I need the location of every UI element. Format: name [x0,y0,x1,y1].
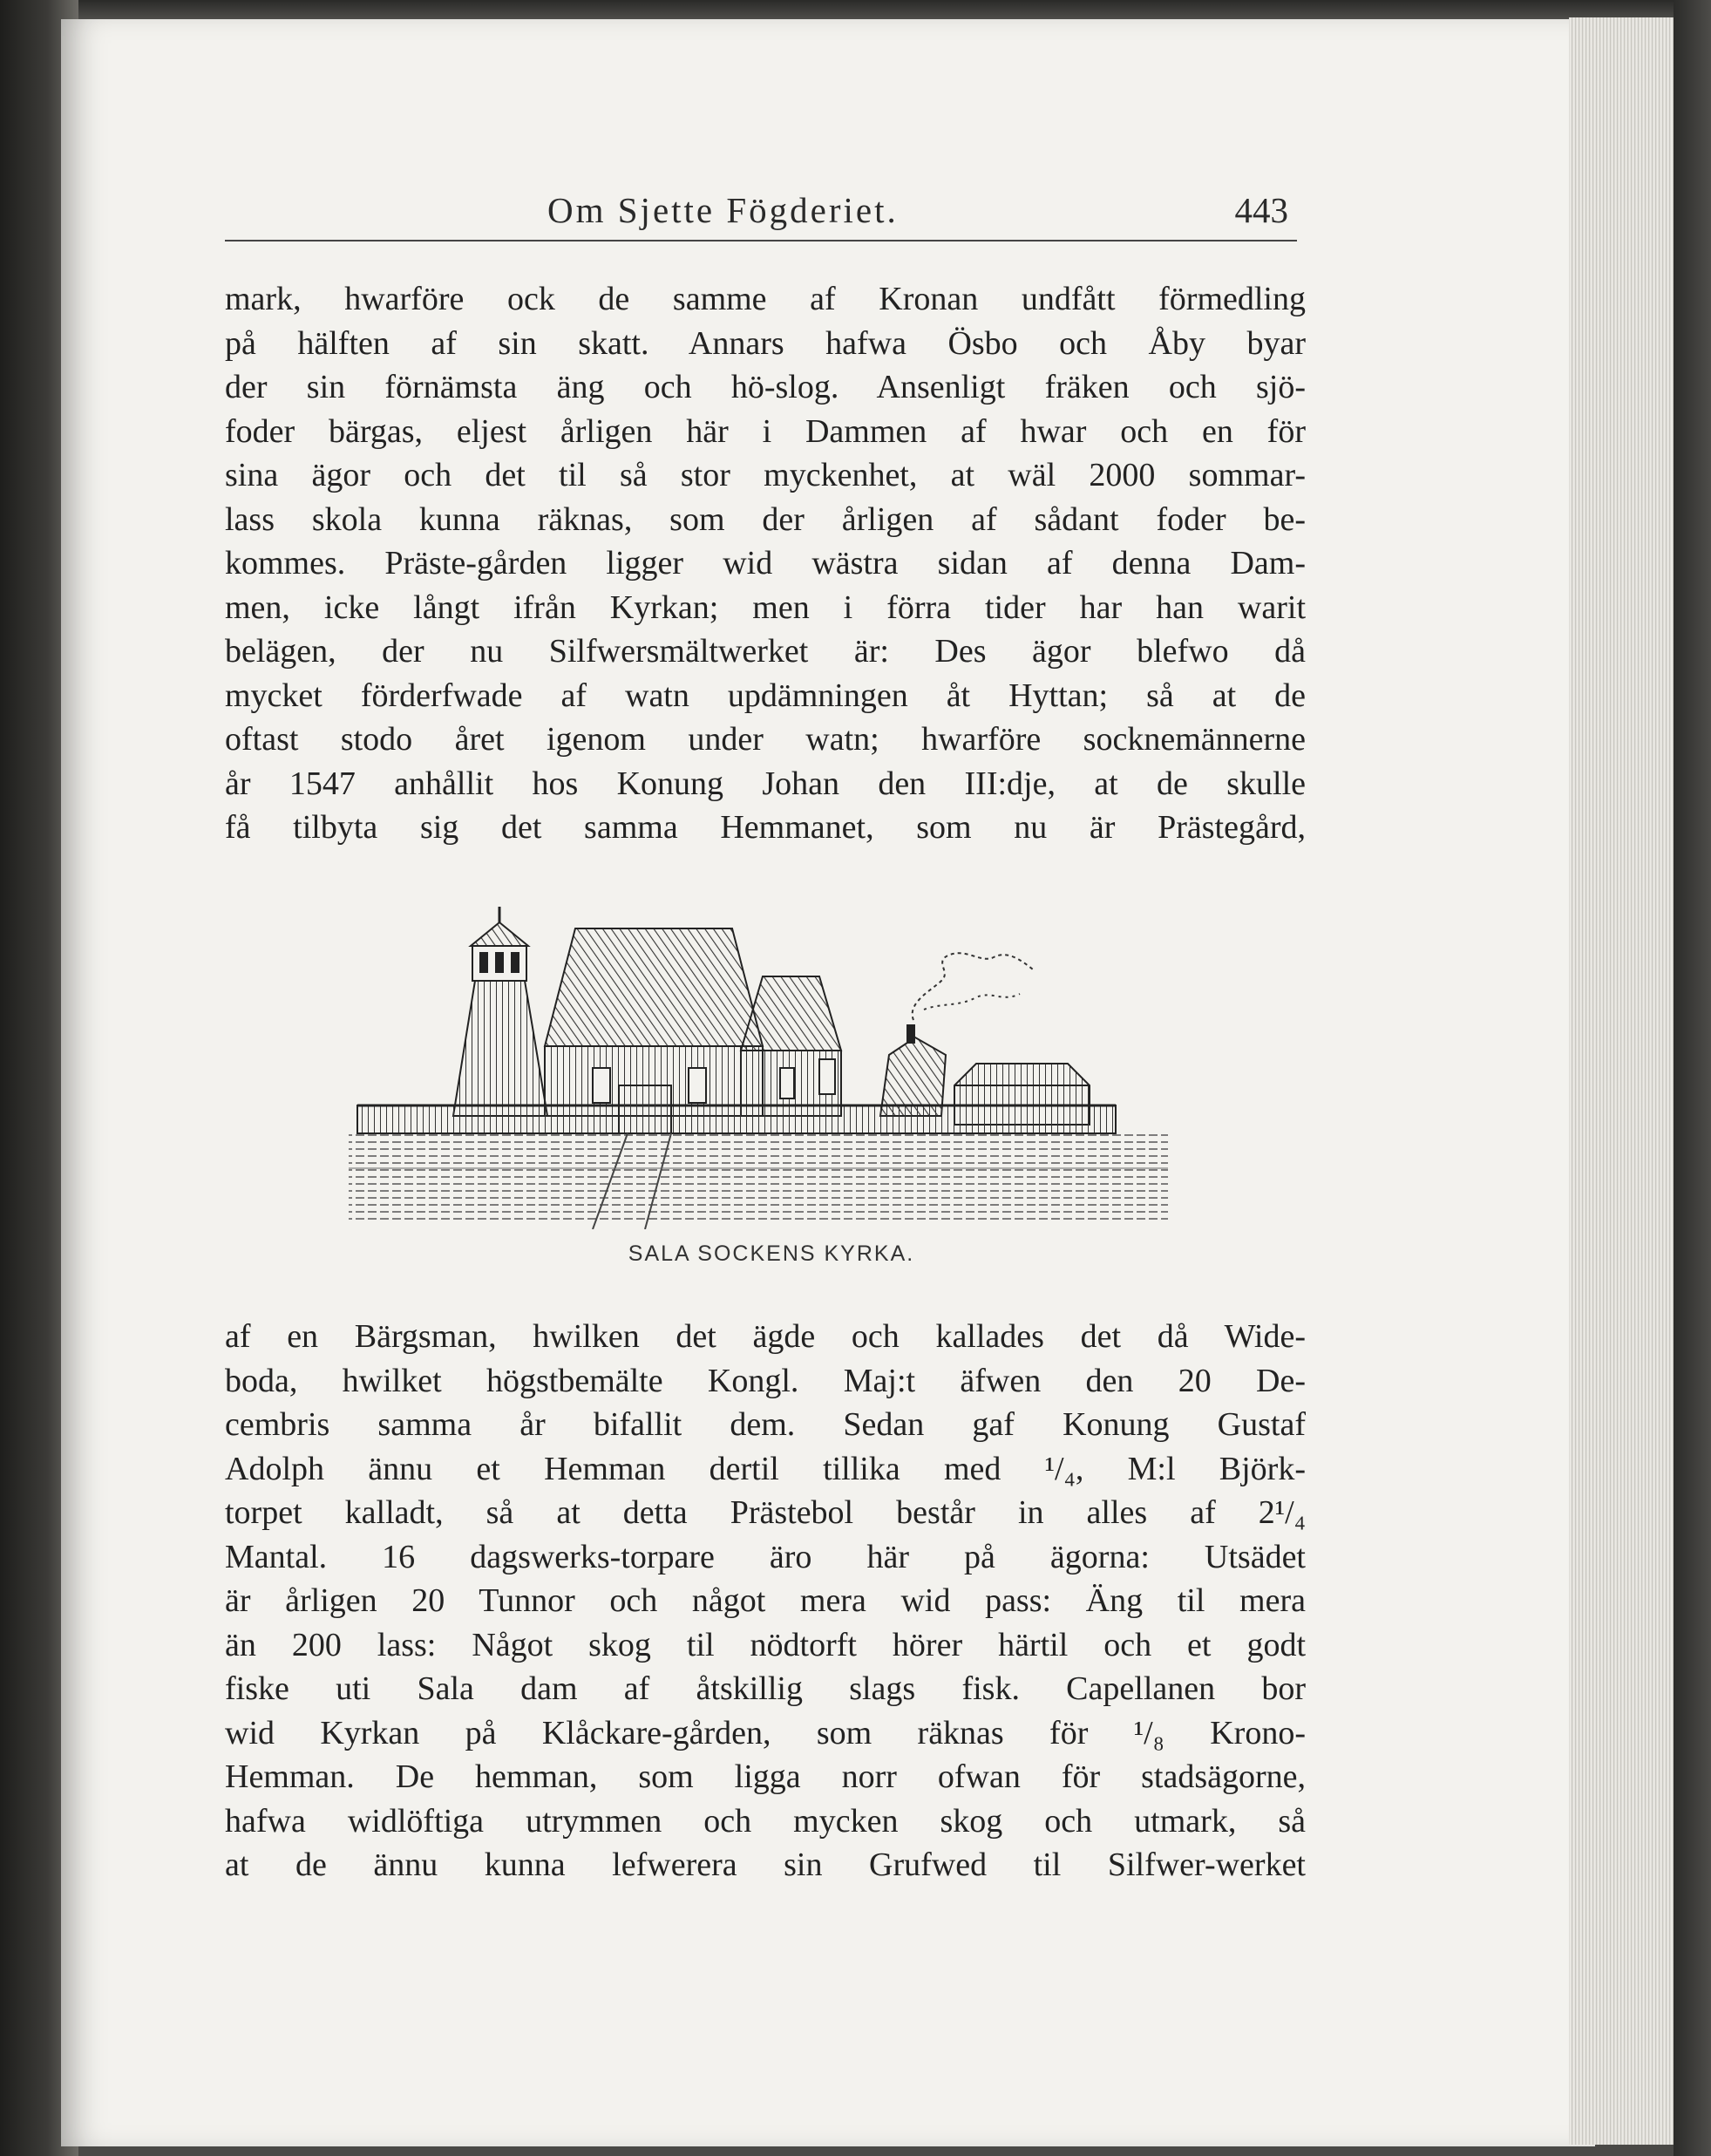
text-line: Mantal. 16 dagswerks-torpare äro här på ägorna: Utsädet [225,1538,1306,1575]
running-head-title: Om Sjette Fögderiet. [547,190,899,230]
page-stack-edge [1569,17,1682,2145]
text-line: år 1547 anhållit hos Konung Johan den III:dje, at de skulle [225,765,1306,802]
text-line: än 200 lass: Något skog til nödtorft hörer härtil och et godt [225,1626,1306,1663]
text-line: fiske uti Sala dam af åtskillig slags fisk. Capellanen bor [225,1670,1306,1707]
text-line: kommes. Präste-gården ligger wid wästra sidan af denna Dam- [225,545,1306,582]
ground [349,1133,1168,1229]
text-line: Hemman. De hemman, som ligga norr ofwan för stadsägorne, [225,1758,1306,1795]
text-line: at de ännu kunna lefwerera sin Grufwed til Silfwer-werket [225,1847,1306,1883]
text-line: torpet kalladt, så at detta Prästebol består in alles af 2¹/₄ [225,1494,1306,1531]
text-line: Adolph ännu et Hemman dertil tillika med ¹/₄, M:l Björk- [225,1450,1306,1487]
figure-caption: SALA SOCKENS KYRKA. [628,1241,915,1266]
text-line: oftast stodo året igenom under watn; hwarföre socknemännerne [225,721,1306,758]
church-chancel [741,976,841,1116]
text-line: mark, hwarföre ock de samme af Kronan undfått förmedling [225,281,1306,317]
text-line: få tilbyta sig det samma Hemmanet, som nu är Prästegård, [225,809,1306,846]
paragraph-bottom [225,1315,1306,1887]
text-line: der sin förnämsta äng och hö-slog. Ansenligt fräken och sjö- [225,369,1306,405]
text-line: lass skola kunna räknas, som der årligen af sådant foder be- [225,500,1306,538]
paragraph-top [225,277,1306,850]
text-line: belägen, der nu Silfwersmältwerket är: Des ägor blefwo då [225,633,1306,670]
text-line: på hälften af sin skatt. Annars hafwa Ösbo och Åby byar [225,324,1306,362]
running-head [225,179,1297,241]
text-line: hafwa widlöftiga utrymmen och mycken skog och utmark, så [225,1802,1306,1840]
book-cover-edge [1674,0,1711,2156]
text-line: sina ägor och det til så stor myckenhet, at wäl 2000 sommar- [225,457,1306,493]
text-line: men, icke långt ifrån Kyrkan; men i förra tider har han warit [225,588,1306,626]
bell-tower [453,907,547,1116]
text-line: mycket förderfwade af watn updämningen åt Hyttan; så at de [225,677,1306,714]
text-line: wid Kyrkan på Klåckare-gården, som räknas för ¹/₈ Krono- [225,1714,1306,1751]
page-number: 443 [1234,190,1288,230]
text-line: boda, hwilket högstbemälte Kongl. Maj:t äfwen den 20 De- [225,1362,1306,1399]
text-line: cembris samma år bifallit dem. Sedan gaf Konung Gustaf [225,1406,1306,1443]
text-line: är årligen 20 Tunnor och något mera wid pass: Äng til mera [225,1582,1306,1619]
text-line: foder bärgas, eljest årligen här i Dammen af hwar och en för [225,412,1306,450]
church-illustration [331,907,1212,1229]
text-line: af en Bärgsman, hwilken det ägde och kallades det då Wide- [225,1318,1306,1355]
